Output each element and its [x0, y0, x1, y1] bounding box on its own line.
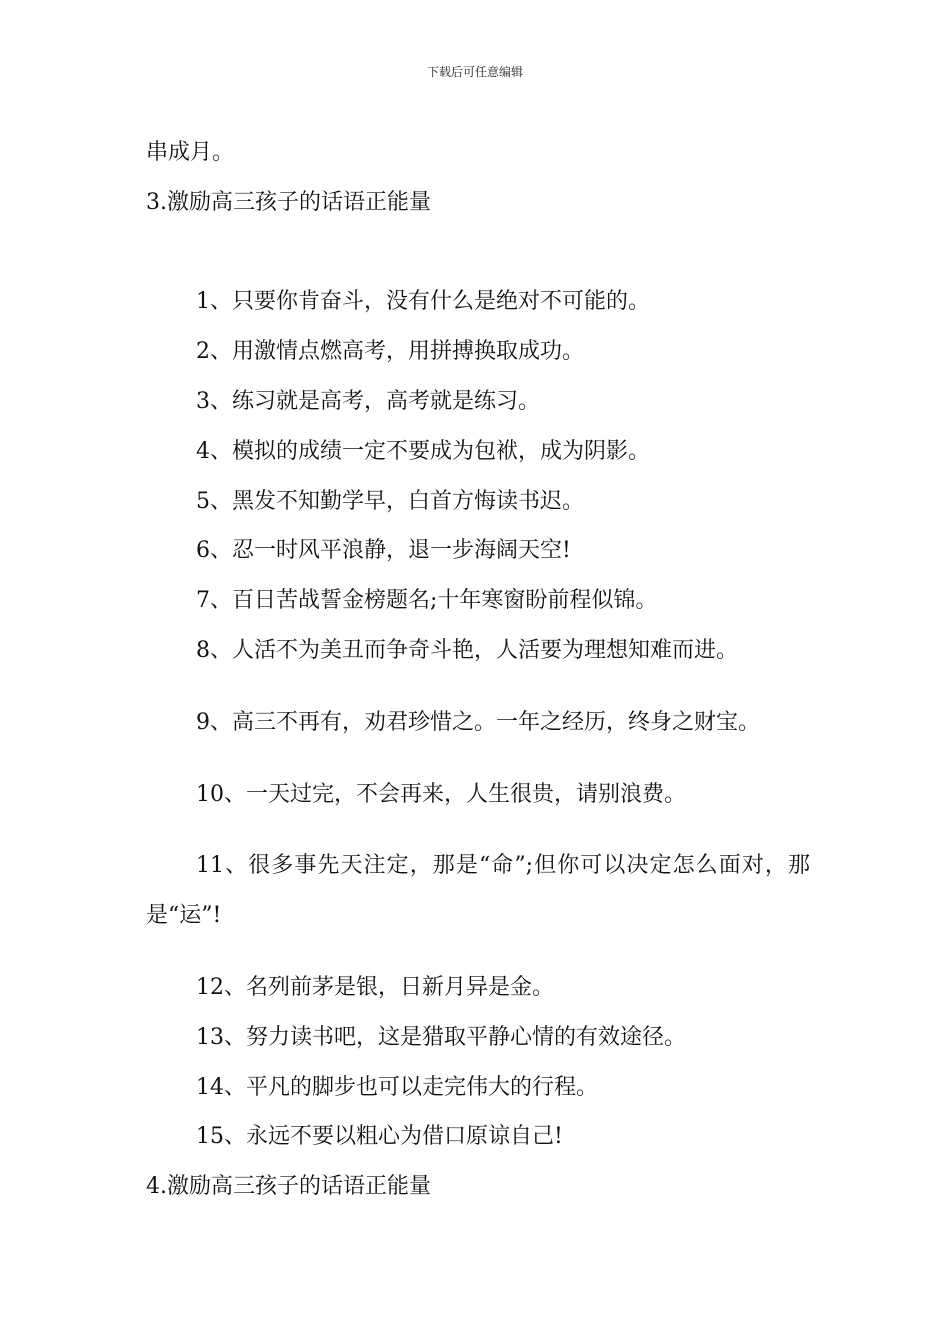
list-item-3: 3、练习就是高考，高考就是练习。	[196, 388, 540, 414]
list-item-15: 15、永远不要以粗心为借口原谅自己!	[196, 1124, 563, 1150]
list-item-5: 5、黑发不知勤学早，白首方悔读书迟。	[196, 488, 584, 514]
section-heading-3: 3.激励高三孩子的话语正能量	[146, 189, 431, 215]
list-item-1: 1、只要你肯奋斗，没有什么是绝对不可能的。	[196, 289, 650, 315]
list-item-4: 4、模拟的成绩一定不要成为包袱，成为阴影。	[196, 438, 650, 464]
list-item-10: 10、一天过完，不会再来，人生很贵，请别浪费。	[196, 781, 686, 807]
list-item-14: 14、平凡的脚步也可以走完伟大的行程。	[196, 1074, 598, 1100]
document-body	[146, 128, 810, 1212]
list-item-12: 12、名列前茅是银，日新月异是金。	[196, 974, 554, 1000]
list-item-2: 2、用激情点燃高考，用拼搏换取成功。	[196, 339, 584, 365]
blank-line	[146, 228, 810, 278]
page-header: 下载后可任意编辑	[426, 65, 523, 79]
list-item-11: 11、很多事先天注定，那是“命”;但你可以决定怎么面对，那是“运”!	[146, 853, 810, 929]
list-item-9: 9、高三不再有，劝君珍惜之。一年之经历，终身之财宝。	[196, 709, 760, 735]
section-heading-4: 4.激励高三孩子的话语正能量	[146, 1174, 431, 1200]
paragraph-continuation: 串成月。	[146, 140, 235, 165]
list-item-6: 6、忍一时风平浪静，退一步海阔天空!	[196, 538, 571, 564]
list-item-7: 7、百日苦战誓金榜题名;十年寒窗盼前程似锦。	[196, 588, 658, 614]
list-item-8: 8、人活不为美丑而争奇斗艳，人活要为理想知难而进。	[196, 637, 738, 663]
list-item-13: 13、努力读书吧，这是猎取平静心情的有效途径。	[196, 1024, 686, 1050]
